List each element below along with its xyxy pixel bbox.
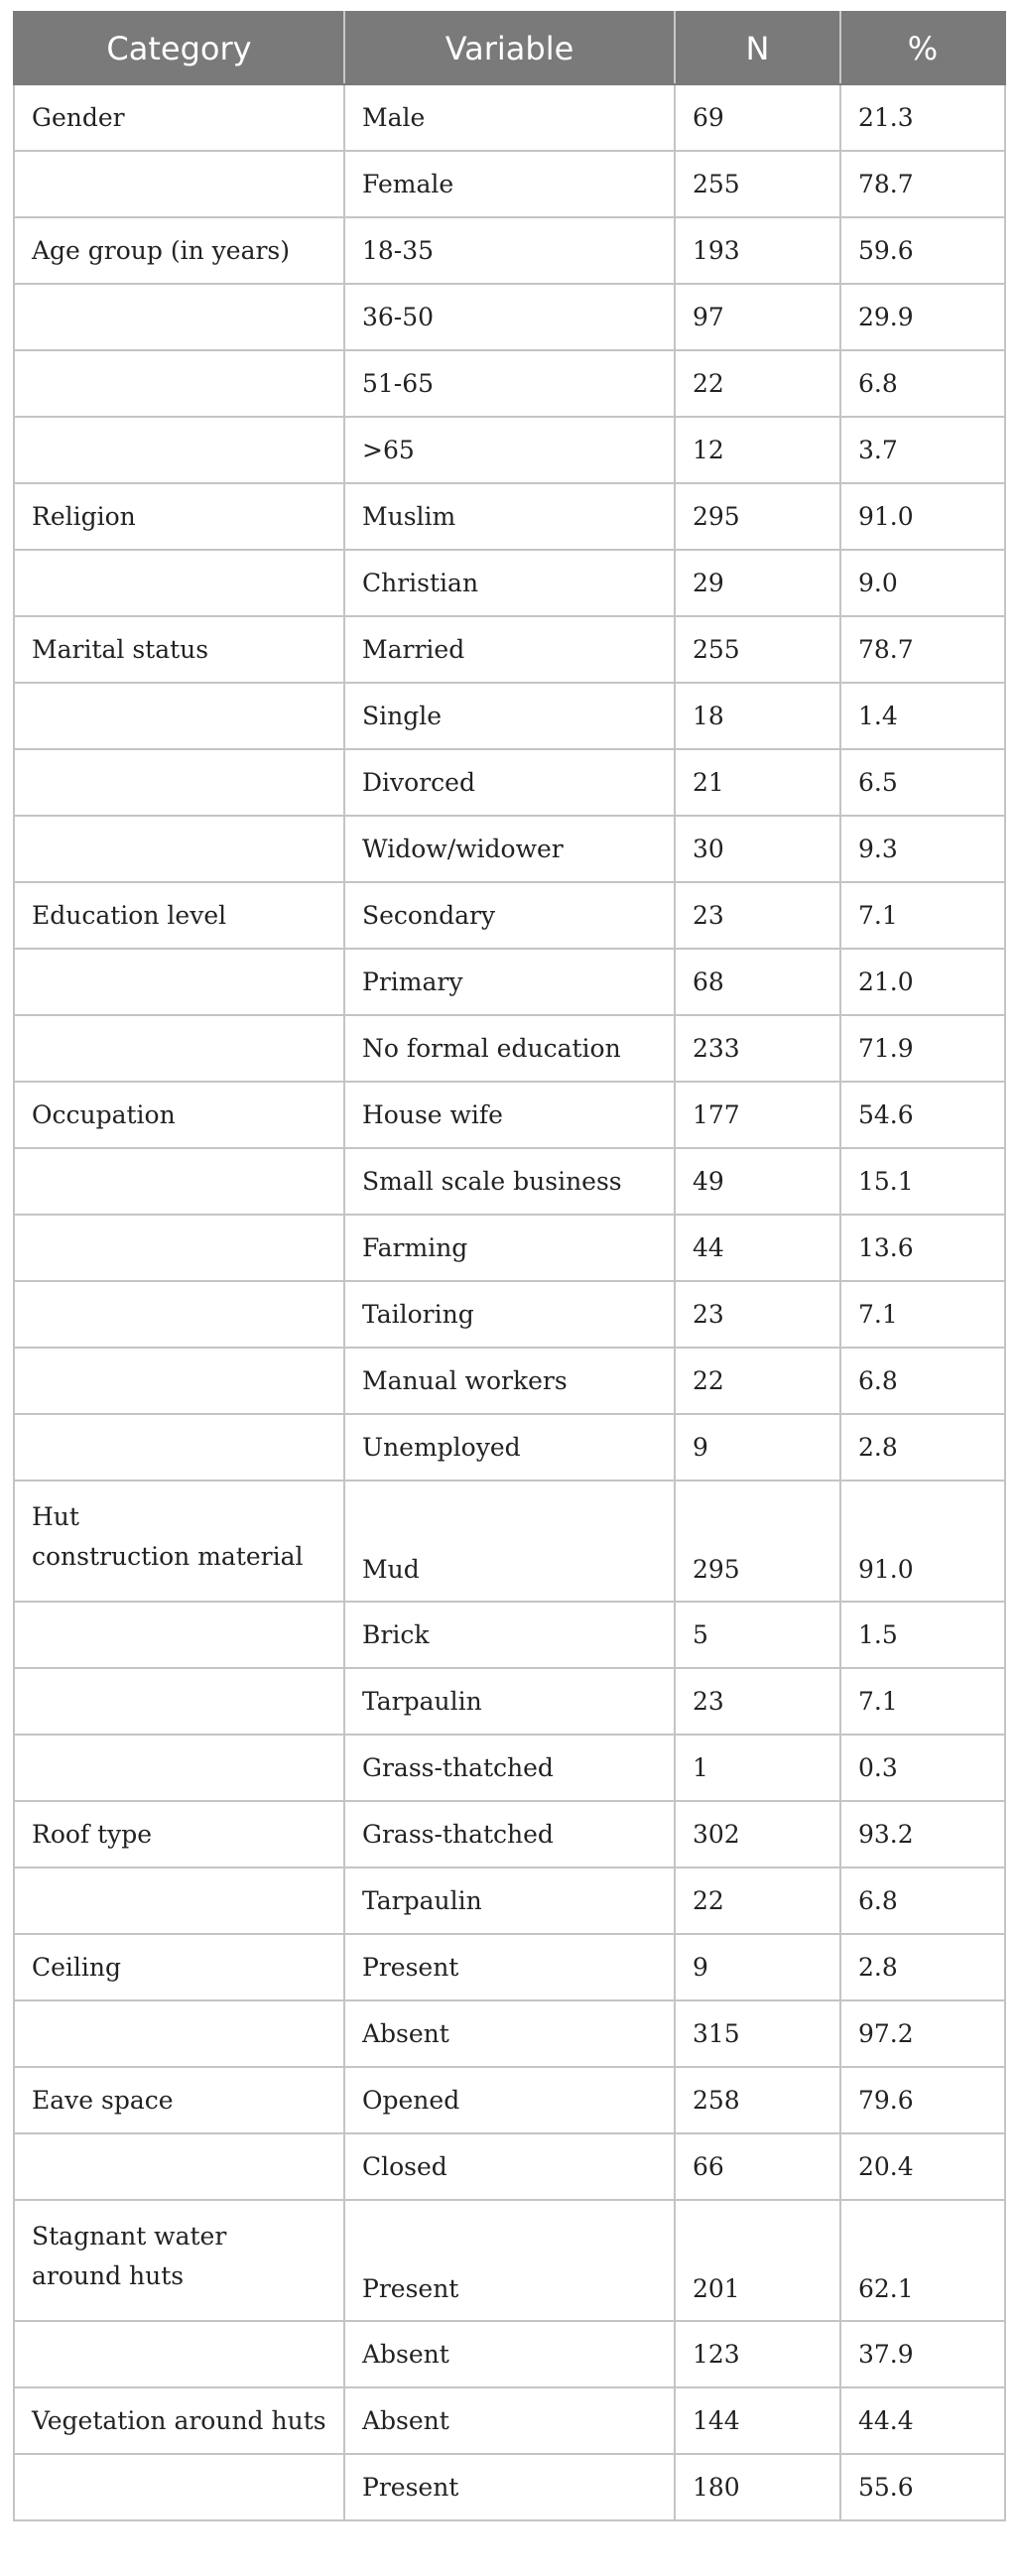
cell-n: 22 [675,1868,840,1934]
cell-variable: Divorced [344,749,675,816]
table-row [14,1801,1005,1868]
table-row [14,1348,1005,1414]
data-table [13,11,1006,2521]
cell-n: 23 [675,1281,840,1348]
table-row [14,151,1005,217]
cell-percent: 78.7 [840,616,1005,683]
table-row [14,1481,1005,1602]
table-row [14,1868,1005,1934]
table-body [14,84,1005,2520]
cell-variable: Absent [344,2321,675,2387]
cell-percent: 21.3 [840,84,1005,151]
table-row [14,2387,1005,2454]
table-row [14,2321,1005,2387]
cell-n: 295 [675,483,840,550]
cell-variable: Opened [344,2067,675,2133]
cell-variable: Tarpaulin [344,1668,675,1735]
cell-category [14,816,344,882]
table-row [14,1215,1005,1281]
table-row [14,2454,1005,2520]
cell-percent: 2.8 [840,1934,1005,2000]
table-row [14,616,1005,683]
header-percent: % [840,12,1005,84]
cell-n: 295 [675,1481,840,1602]
cell-variable: Unemployed [344,1414,675,1481]
cell-category [14,151,344,217]
cell-variable: Absent [344,2000,675,2067]
cell-n: 193 [675,217,840,284]
cell-category-line: construction material [32,1542,304,1571]
cell-category [14,2000,344,2067]
cell-variable: Grass-thatched [344,1801,675,1868]
cell-variable: No formal education [344,1015,675,1082]
cell-category [14,683,344,749]
cell-percent: 6.8 [840,1348,1005,1414]
header-category: Category [14,12,344,84]
cell-percent: 62.1 [840,2200,1005,2321]
cell-category: Vegetation around huts [14,2387,344,2454]
cell-percent: 91.0 [840,1481,1005,1602]
cell-variable: Brick [344,1602,675,1668]
cell-percent: 44.4 [840,2387,1005,2454]
table-row [14,2067,1005,2133]
cell-n: 5 [675,1602,840,1668]
cell-category [14,350,344,417]
cell-percent: 9.3 [840,816,1005,882]
table-row [14,1015,1005,1082]
cell-variable: Muslim [344,483,675,550]
cell-category: Eave space [14,2067,344,2133]
cell-percent: 7.1 [840,1281,1005,1348]
table-row [14,2133,1005,2200]
table-header-row [14,12,1005,84]
cell-variable: >65 [344,417,675,483]
cell-percent: 54.6 [840,1082,1005,1148]
cell-variable: Manual workers [344,1348,675,1414]
cell-variable: Single [344,683,675,749]
cell-variable: Absent [344,2387,675,2454]
cell-percent: 7.1 [840,1668,1005,1735]
cell-percent: 3.7 [840,417,1005,483]
cell-percent: 15.1 [840,1148,1005,1215]
cell-n: 177 [675,1082,840,1148]
table-row [14,84,1005,151]
table-row [14,882,1005,949]
cell-variable: Mud [344,1481,675,1602]
cell-category: Occupation [14,1082,344,1148]
cell-category [14,749,344,816]
table-row [14,749,1005,816]
cell-category-line: around huts [32,2261,185,2290]
table-row [14,483,1005,550]
table-row [14,2200,1005,2321]
cell-n: 12 [675,417,840,483]
table-container [13,11,1004,2521]
table-row [14,816,1005,882]
cell-percent: 97.2 [840,2000,1005,2067]
cell-variable: Present [344,2454,675,2520]
cell-category [14,284,344,350]
cell-percent: 6.8 [840,1868,1005,1934]
cell-n: 68 [675,949,840,1015]
cell-variable: Tailoring [344,1281,675,1348]
cell-n: 123 [675,2321,840,2387]
cell-percent: 2.8 [840,1414,1005,1481]
header-variable: Variable [344,12,675,84]
table-row [14,350,1005,417]
cell-variable: Primary [344,949,675,1015]
cell-category-line: Stagnant water [32,2222,227,2251]
cell-percent: 0.3 [840,1735,1005,1801]
cell-n: 1 [675,1735,840,1801]
table-row [14,1735,1005,1801]
cell-category: Religion [14,483,344,550]
cell-percent: 9.0 [840,550,1005,616]
cell-variable: 51-65 [344,350,675,417]
cell-variable: House wife [344,1082,675,1148]
cell-n: 144 [675,2387,840,2454]
cell-percent: 37.9 [840,2321,1005,2387]
cell-category [14,2454,344,2520]
cell-percent: 6.8 [840,350,1005,417]
cell-variable: Small scale business [344,1148,675,1215]
cell-n: 49 [675,1148,840,1215]
table-row [14,1281,1005,1348]
cell-percent: 1.5 [840,1602,1005,1668]
cell-percent: 29.9 [840,284,1005,350]
cell-category [14,949,344,1015]
cell-category: Roof type [14,1801,344,1868]
cell-n: 9 [675,1934,840,2000]
cell-category [14,1602,344,1668]
cell-variable: Christian [344,550,675,616]
cell-category: Marital status [14,616,344,683]
cell-n: 233 [675,1015,840,1082]
cell-category [14,2200,344,2321]
table-row [14,284,1005,350]
cell-percent: 79.6 [840,2067,1005,2133]
cell-n: 258 [675,2067,840,2133]
cell-percent: 6.5 [840,749,1005,816]
header-n: N [675,12,840,84]
cell-n: 21 [675,749,840,816]
cell-category: Education level [14,882,344,949]
table-row [14,1414,1005,1481]
cell-variable: Present [344,2200,675,2321]
cell-percent: 93.2 [840,1801,1005,1868]
cell-category [14,1481,344,1602]
cell-variable: 36-50 [344,284,675,350]
cell-variable: Farming [344,1215,675,1281]
cell-percent: 21.0 [840,949,1005,1015]
cell-category [14,1148,344,1215]
cell-n: 97 [675,284,840,350]
cell-variable: Married [344,616,675,683]
cell-n: 23 [675,1668,840,1735]
table-row [14,417,1005,483]
cell-percent: 55.6 [840,2454,1005,2520]
cell-n: 180 [675,2454,840,2520]
cell-category [14,2133,344,2200]
cell-n: 66 [675,2133,840,2200]
cell-category: Gender [14,84,344,151]
cell-percent: 59.6 [840,217,1005,284]
cell-n: 315 [675,2000,840,2067]
table-row [14,2000,1005,2067]
cell-category [14,1414,344,1481]
cell-n: 201 [675,2200,840,2321]
cell-category [14,1868,344,1934]
cell-n: 29 [675,550,840,616]
cell-percent: 13.6 [840,1215,1005,1281]
cell-n: 255 [675,616,840,683]
cell-category [14,1015,344,1082]
cell-category [14,2321,344,2387]
cell-category [14,1668,344,1735]
cell-category [14,1215,344,1281]
table-row [14,1668,1005,1735]
table-row [14,1082,1005,1148]
table-row [14,949,1005,1015]
cell-n: 302 [675,1801,840,1868]
cell-n: 44 [675,1215,840,1281]
cell-variable: Present [344,1934,675,2000]
cell-category [14,417,344,483]
cell-variable: Female [344,151,675,217]
cell-n: 69 [675,84,840,151]
table-row [14,1934,1005,2000]
cell-percent: 91.0 [840,483,1005,550]
cell-percent: 71.9 [840,1015,1005,1082]
cell-variable: Closed [344,2133,675,2200]
cell-percent: 1.4 [840,683,1005,749]
table-row [14,217,1005,284]
cell-n: 30 [675,816,840,882]
cell-variable: 18-35 [344,217,675,284]
cell-n: 255 [675,151,840,217]
cell-n: 22 [675,1348,840,1414]
cell-percent: 7.1 [840,882,1005,949]
table-row [14,1602,1005,1668]
cell-category: Age group (in years) [14,217,344,284]
cell-n: 23 [675,882,840,949]
cell-n: 22 [675,350,840,417]
cell-variable: Male [344,84,675,151]
cell-category [14,1281,344,1348]
cell-n: 18 [675,683,840,749]
cell-category [14,1348,344,1414]
cell-category [14,1735,344,1801]
cell-category [14,550,344,616]
table-row [14,683,1005,749]
table-row [14,550,1005,616]
cell-n: 9 [675,1414,840,1481]
cell-variable: Tarpaulin [344,1868,675,1934]
cell-variable: Secondary [344,882,675,949]
cell-category-line: Hut [32,1502,79,1531]
cell-variable: Widow/widower [344,816,675,882]
cell-percent: 78.7 [840,151,1005,217]
table-row [14,1148,1005,1215]
cell-category: Ceiling [14,1934,344,2000]
cell-variable: Grass-thatched [344,1735,675,1801]
cell-percent: 20.4 [840,2133,1005,2200]
